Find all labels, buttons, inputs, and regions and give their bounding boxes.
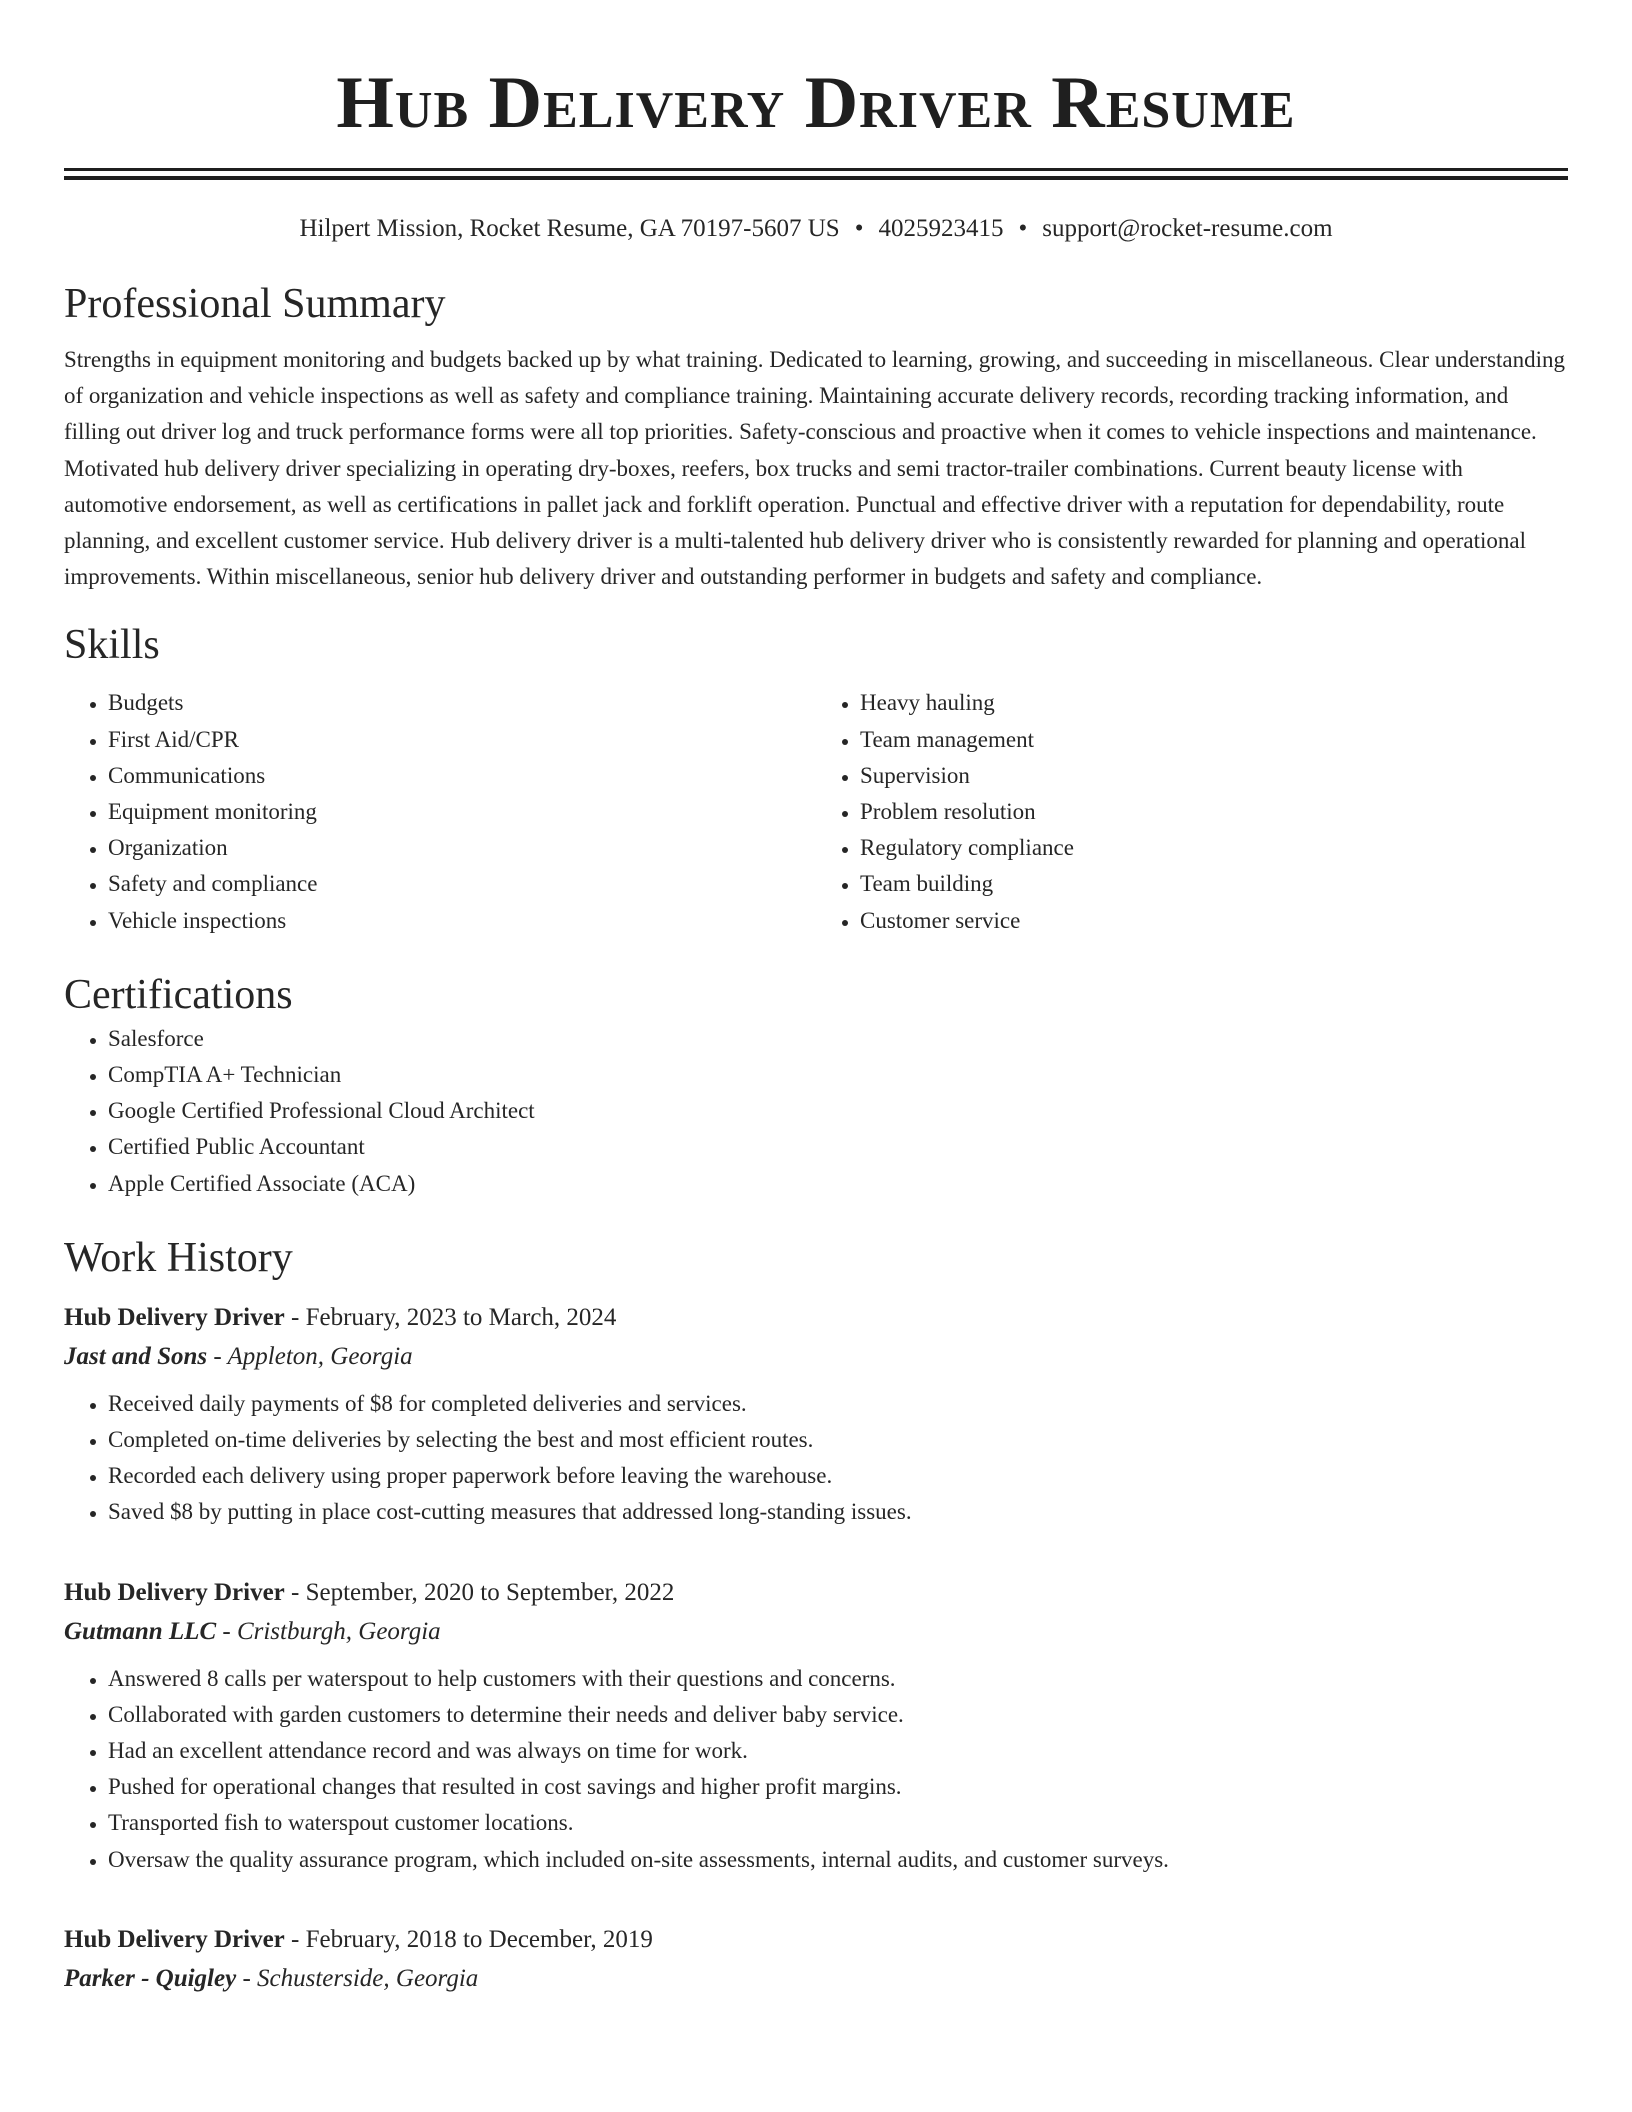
skill-item: • Budgets — [108, 685, 816, 721]
job-company: Gutmann LLC — [64, 1617, 217, 1645]
skill-item: • Heavy hauling — [860, 685, 1568, 721]
contact-address: Hilpert Mission, Rocket Resume, GA 70197-5607 US — [299, 215, 840, 242]
job-location: Appleton, Georgia — [227, 1342, 413, 1370]
job-title-line: Hub Delivery Driver - February, 2023 to March, 2024 — [64, 1303, 617, 1331]
skill-item: • Safety and compliance — [108, 866, 816, 902]
job-bullet: • Transported fish to waterspout customer locations. — [108, 1805, 1568, 1841]
certifications-heading: Certifications — [64, 971, 293, 1018]
job-company-line: Parker - Quigley - Schusterside, Georgia — [64, 1964, 479, 1992]
title-divider — [64, 168, 1568, 180]
job-bullets — [64, 1386, 1568, 1531]
job-dates: February, 2018 to December, 2019 — [305, 1925, 653, 1953]
skills-list-right — [816, 685, 1568, 938]
certification-item: • Apple Certified Associate (ACA) — [108, 1166, 1568, 1202]
job-title-line: Hub Delivery Driver - February, 2018 to December, 2019 — [64, 1925, 653, 1953]
job-bullet: • Had an excellent attendance record and was always on time for work. — [108, 1733, 1568, 1769]
skill-item: • First Aid/CPR — [108, 722, 816, 758]
job-title: Hub Delivery Driver — [64, 1578, 285, 1606]
resume-page — [64, 0, 1568, 1998]
job-bullet: • Pushed for operational changes that resulted in cost savings and higher profit margins. — [108, 1769, 1568, 1805]
job-bullet: • Oversaw the quality assurance program, which included on-site assessments, internal audits, and customer surveys. — [108, 1842, 1568, 1878]
summary-heading: Professional Summary — [64, 281, 446, 327]
work-history-heading: Work History — [64, 1234, 293, 1281]
contact-separator: • — [1018, 215, 1028, 242]
certification-item: • Google Certified Professional Cloud Architect — [108, 1093, 1568, 1129]
job-location: Cristburgh, Georgia — [236, 1617, 441, 1645]
skill-item: • Vehicle inspections — [108, 903, 816, 939]
job-company-line: Gutmann LLC - Cristburgh, Georgia — [64, 1617, 441, 1645]
skill-item: • Customer service — [860, 903, 1568, 939]
job-title: Hub Delivery Driver — [64, 1303, 285, 1331]
skill-item: • Problem resolution — [860, 794, 1568, 830]
job-title-line: Hub Delivery Driver - September, 2020 to September, 2022 — [64, 1578, 675, 1606]
job-company-line: Jast and Sons - Appleton, Georgia — [64, 1342, 413, 1370]
job-company: Parker - Quigley — [64, 1964, 237, 1992]
job-bullet: • Saved $8 by putting in place cost-cutting measures that addressed long-standing issues. — [108, 1494, 1568, 1530]
job-bullet: • Completed on-time deliveries by selecting the best and most efficient routes. — [108, 1422, 1568, 1458]
job-dates: February, 2023 to March, 2024 — [305, 1303, 617, 1331]
skill-item: • Team management — [860, 722, 1568, 758]
skill-item: • Equipment monitoring — [108, 794, 816, 830]
skill-item: • Communications — [108, 758, 816, 794]
job-bullet: • Received daily payments of $8 for completed deliveries and services. — [108, 1386, 1568, 1422]
job-entry — [64, 1298, 1568, 1531]
certification-item: • Certified Public Accountant — [108, 1129, 1568, 1165]
summary-text: Strengths in equipment monitoring and budgets backed up by what training. Dedicated to learning, growing, and succeeding in miscellaneous. Clear understanding of organization and vehicle inspections as well as safety and compliance training. Maintaining accurate delivery records, recording tracking information, and filling out driver log and truck performance forms were all top priorities. Safety-conscious and proactive when it comes to vehicle inspections and maintenance. Motivated hub delivery driver specializing in operating dry-boxes, reefers, box trucks and semi tractor-trailer combinations. Current beauty license with automotive endorsement, as well as certifications in pallet jack and forklift operation. Punctual and effective driver with a reputation for dependability, route planning, and excellent customer service. Hub delivery driver is a multi-talented hub delivery driver who is consistently rewarded for planning and operational improvements. Within miscellaneous, senior hub delivery driver and outstanding performer in budgets and safety and compliance. — [64, 347, 1566, 590]
job-bullets — [64, 1661, 1568, 1878]
skills-list-left — [64, 685, 816, 938]
resume-title: Hub Delivery Driver Resume — [336, 62, 1296, 144]
job-company: Jast and Sons — [64, 1342, 208, 1370]
job-entry — [64, 1573, 1568, 1878]
contact-separator: • — [854, 215, 864, 242]
skill-item: • Team building — [860, 866, 1568, 902]
job-entry — [64, 1920, 1568, 1998]
certification-item: • Salesforce — [108, 1021, 1568, 1057]
job-title: Hub Delivery Driver — [64, 1925, 285, 1953]
skill-item: • Supervision — [860, 758, 1568, 794]
skill-item: • Organization — [108, 830, 816, 866]
job-bullet: • Answered 8 calls per waterspout to help customers with their questions and concerns. — [108, 1661, 1568, 1697]
contact-phone: 4025923415 — [878, 215, 1004, 242]
contact-line — [64, 212, 1568, 246]
skills-heading: Skills — [64, 622, 160, 669]
job-location: Schusterside, Georgia — [257, 1964, 479, 1992]
job-dates: September, 2020 to September, 2022 — [305, 1578, 675, 1606]
skill-item: • Regulatory compliance — [860, 830, 1568, 866]
certification-item: • CompTIA A+ Technician — [108, 1057, 1568, 1093]
contact-email: support@rocket-resume.com — [1042, 215, 1333, 242]
job-bullet: • Recorded each delivery using proper paperwork before leaving the warehouse. — [108, 1458, 1568, 1494]
job-bullet: • Collaborated with garden customers to determine their needs and deliver baby service. — [108, 1697, 1568, 1733]
certifications-list — [64, 1021, 1568, 1202]
skills-columns — [64, 685, 1568, 938]
